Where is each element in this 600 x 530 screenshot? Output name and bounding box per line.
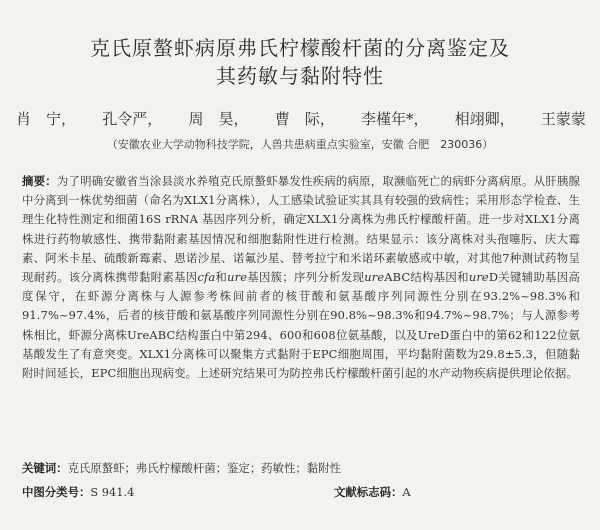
keywords bbox=[22, 460, 582, 476]
author: 肖 宁， bbox=[16, 110, 77, 128]
author: 孔令严， bbox=[102, 110, 163, 128]
document-code bbox=[334, 484, 411, 500]
author-list bbox=[16, 108, 586, 129]
abstract-text: 和 bbox=[215, 270, 228, 285]
author: 王蒙蒙 bbox=[540, 110, 586, 128]
paper-title-line-2: 其药敏与黏附特性 bbox=[216, 64, 384, 88]
gene-name: ure bbox=[227, 270, 248, 285]
gene-name: cfa bbox=[197, 270, 216, 285]
author: 周 昊， bbox=[188, 110, 249, 128]
abstract-text: ABC结构基因和 bbox=[384, 270, 469, 285]
keywords-label: 关键词： bbox=[22, 461, 68, 475]
keywords-text: 克氏原螯虾；弗氏柠檬酸杆菌；鉴定；药敏性；黏附性 bbox=[67, 461, 341, 475]
abstract bbox=[22, 172, 580, 383]
abstract-text: 基因簇；序列分析发现 bbox=[247, 270, 365, 285]
classification-number bbox=[22, 484, 134, 500]
author: 相翊卿， bbox=[454, 110, 515, 128]
gene-name: ure bbox=[364, 270, 385, 285]
affiliation: （安徽农业大学动物科技学院，人兽共患病重点实验室，安徽 合肥 230036） bbox=[106, 138, 494, 151]
classification-value: S 941.4 bbox=[90, 485, 135, 499]
author: 李槿年*， bbox=[360, 110, 429, 128]
gene-name: ure bbox=[468, 270, 489, 285]
abstract-text: 为了明确安徽省当涂县淡水养殖克氏原螯虾暴发性疾病的病原，取濒临死亡的病虾分离病原。从肝胰腺中分离到一株优势细菌（命名为XLX1分离株），人工感染试验证实其具有较强的致病性；采用形态学检查、生理生化特性测定和细菌16S rRNA 基因序列分析，确定XLX1分离株为弗氏柠檬酸杆菌。进一步对XLX1分离株进行药物敏感性、携带黏附素基因情况和细胞黏附性进行检测。结果显示：该分离株对头孢噻肟、庆大霉素、阿米卡星、硫酸新霉素、恩诺沙星、诺氟沙星、替考拉宁和米诺环素敏感或中敏，对其他7种测试药物呈现耐药。该分离株携带黏附素基因 bbox=[22, 174, 580, 285]
document-code-label: 文献标志码： bbox=[334, 485, 403, 499]
abstract-label: 摘要： bbox=[22, 174, 57, 188]
paper-title-line-1: 克氏原螯虾病原弗氏柠檬酸杆菌的分离鉴定及 bbox=[90, 36, 510, 60]
author: 曹 际， bbox=[274, 110, 335, 128]
classification-label: 中图分类号： bbox=[22, 485, 91, 499]
abstract-text: D关键辅助基因高度保守，在虾源分离株与人源参考株间前者的核苷酸和氨基酸序列同源性分别在93.2%~98.3%和91.7%~97.4%，后者的核苷酸和氨基酸序列同源性分别在90.8%~98.3%和94.7%~98.7%；与人源参考株相比，虾源分离株UreABC结构蛋白中第294、600和608位氨基酸，以及UreD蛋白中的第62和122位氨基酸发生了有意突变。XLX1分离株可以聚集方式黏附于EPC细胞周围，平均黏附菌数为29.8±5.3，但随黏附时间延长，EPC细胞出现病变。上述研究结果可为防控弗氏柠檬酸杆菌引起的水产动物疾病提供理论依据。 bbox=[22, 270, 580, 381]
document-code-value: A bbox=[402, 485, 411, 499]
